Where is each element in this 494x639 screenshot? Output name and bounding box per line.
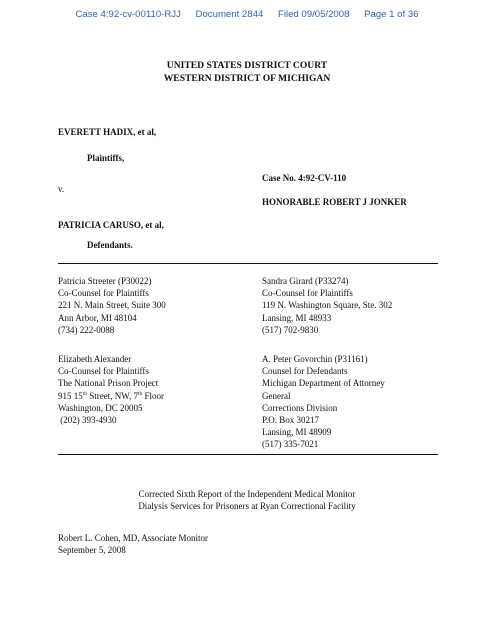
counsel-line: A. Peter Govorchin (P31161) (262, 354, 368, 364)
stamp-case-number: Case 4:92-cv-00110-RJJ (75, 9, 181, 20)
counsel-alexander (58, 353, 164, 426)
counsel-line: Washington, DC 20005 (58, 402, 143, 413)
counsel-line: 221 N. Main Street, Suite 300 (58, 300, 166, 311)
counsel-line: Co-Counsel for Plaintiffs (58, 366, 149, 377)
bottom-rule (58, 454, 438, 455)
plaintiff-role: Plaintiffs, (87, 153, 125, 163)
counsel-girard (262, 275, 392, 336)
counsel-line: Michigan Department of Attorney (262, 378, 385, 389)
court-heading (0, 60, 494, 85)
counsel-line: (517) 335-7021 (262, 439, 319, 450)
stamp-filed-date: Filed 09/05/2008 (277, 9, 350, 20)
counsel-line: (517) 702-9830 (262, 324, 319, 335)
signature-block (58, 532, 208, 556)
ecf-header-stamp (0, 9, 494, 20)
court-name: UNITED STATES DISTRICT COURT (166, 60, 328, 71)
counsel-line: 119 N. Washington Square, Ste. 302 (262, 300, 393, 311)
plaintiff-name: EVERETT HADIX, et al, (58, 127, 157, 137)
counsel-line: Sandra Girard (P33274) (262, 276, 349, 286)
counsel-line: Co-Counsel for Plaintiffs (58, 288, 149, 299)
counsel-streeter (58, 275, 166, 336)
stamp-page-count: Page 1 of 36 (364, 9, 419, 20)
court-district: WESTERN DISTRICT OF MICHIGAN (163, 72, 331, 84)
counsel-line: Counsel for Defendants (262, 366, 348, 377)
counsel-address-line: 915 15th Street, NW, 7th Floor (58, 390, 164, 401)
report-title (0, 488, 494, 512)
counsel-line: Corrections Division (262, 402, 338, 413)
stamp-document-number: Document 2844 (195, 9, 264, 20)
top-rule (58, 263, 438, 264)
case-number: Case No. 4:92-CV-110 (262, 173, 347, 183)
counsel-line: General (262, 390, 291, 401)
report-title-line: Corrected Sixth Report of the Independent Medical Monitor (138, 489, 356, 499)
counsel-line: (202) 393-4930 (58, 415, 117, 426)
counsel-govorchin (262, 353, 385, 451)
counsel-line: Ann Arbor, MI 48104 (58, 312, 137, 323)
counsel-line: (734) 222-0088 (58, 324, 115, 335)
judge-name: HONORABLE ROBERT J JONKER (262, 197, 407, 207)
versus-label: v. (58, 184, 65, 194)
defendant-name: PATRICIA CARUSO, et al, (58, 220, 164, 230)
counsel-line: The National Prison Project (58, 378, 159, 389)
counsel-line: Co-Counsel for Plaintiffs (262, 288, 353, 299)
counsel-line: Lansing, MI 48933 (262, 312, 332, 323)
signature-date: September 5, 2008 (58, 545, 126, 556)
counsel-line: Patricia Streeter (P30022) (58, 276, 152, 286)
report-subtitle-line: Dialysis Services for Prisoners at Ryan Correctional Facility (138, 501, 356, 512)
counsel-line: Elizabeth Alexander (58, 354, 132, 364)
signature-author: Robert L. Cohen, MD, Associate Monitor (58, 533, 208, 543)
counsel-line: P.O. Box 30217 (262, 415, 320, 426)
defendant-role: Defendants. (87, 240, 133, 250)
counsel-line: Lansing, MI 48909 (262, 427, 332, 438)
